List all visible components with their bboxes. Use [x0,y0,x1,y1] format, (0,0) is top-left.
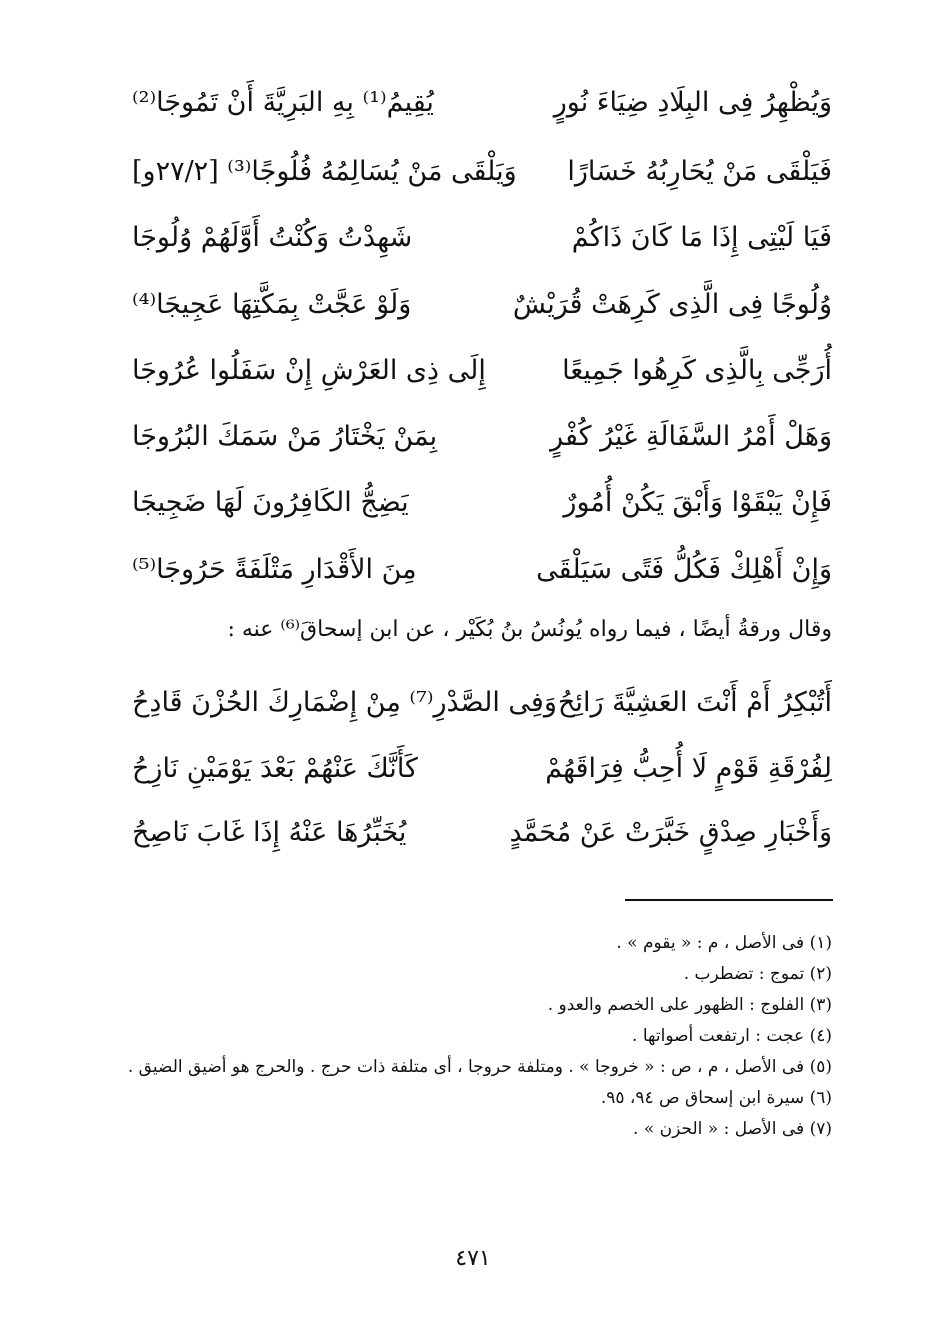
verse-second-hemistich: مِنَ الأَقْدَارِ مَتْلَفَةً حَرُوجَا⁽⁵⁾ [132,554,417,585]
verse-first-hemistich: وَيُظْهِرُ فِى البِلَادِ ضِيَاءَ نُورٍ [553,87,832,118]
footnote: (٦) سيرة ابن إسحاق ص ٩٤، ٩٥. [600,1088,832,1108]
footnote: (١) فى الأصل ، م : « يقوم » . [616,933,832,953]
verse-second-hemistich: يُقِيمُ⁽¹⁾ بِهِ البَرِيَّةَ أَنْ تَمُوجَا⁽²⁾ [132,87,434,118]
verse-first-hemistich: أُرَجِّى بِالَّذِى كَرِهُوا جَمِيعًا [562,355,832,386]
verse [132,744,832,794]
verse-first-hemistich: فَيَا لَيْتِى إِذَا مَا كَانَ ذَاكُمْ [571,222,832,253]
verse-second-hemistich: وَيَلْقَى مَنْ يُسَالِمُهُ فُلُوجًا⁽³⁾ [٢٧/٢و] [132,156,517,187]
verse-first-hemistich: وَأَخْبَارِ صِدْقٍ خَبَّرَتْ عَنْ مُحَمَّدٍ [509,817,832,848]
verse-first-hemistich: وَإِنْ أَهْلِكْ فَكُلُّ فَتًى سَيَلْقَى [536,554,832,585]
verse [132,545,832,595]
verse-second-hemistich: بِمَنْ يَخْتَارُ مَنْ سَمَكَ البُرُوجَا [132,421,438,452]
verse [132,147,832,197]
verse [132,478,832,528]
verse [132,412,832,462]
footnote: (٢) تموج : تضطرب . [683,964,832,984]
verse [132,213,832,263]
verse-second-hemistich: وَلَوْ عَجَّتْ بِمَكَّتِهَا عَجِيجَا⁽⁴⁾ [132,289,412,320]
verse-second-hemistich: كَأَنَّكَ عَنْهُمْ بَعْدَ يَوْمَيْنِ نَازِحُ [132,753,418,784]
footnote-separator [625,899,833,901]
footnote: (٣) الفلوج : الظهور على الخصم والعدو . [547,995,832,1015]
verse-second-hemistich: إِلَى ذِى العَرْشِ إِنْ سَفَلُوا عُرُوجَا [132,355,486,386]
verse-first-hemistich: فَإِنْ يَبْقَوْا وَأَبْقَ يَكُنْ أُمُورٌ [563,487,832,518]
verse-first-hemistich: وُلُوجًا فِى الَّذِى كَرِهَتْ قُرَيْشٌ [512,289,832,320]
verse [132,78,832,128]
verse-second-hemistich: يُخَبِّرُهَا عَنْهُ إِذَا غَابَ نَاصِحُ [132,817,407,848]
verse [132,678,832,728]
prose-intro: وقال ورقةُ أيضًا ، فيما رواه يُونُسُ بنُ بُكَيْر ، عن ابن إسحاقَ⁽⁶⁾ عنه : [227,617,832,642]
footnote: (٧) فى الأصل : « الحزن » . [633,1119,832,1139]
verse-first-hemistich: أَتُبْكِرُ أَمْ أَنْتَ العَشِيَّةَ رَائِحُ [558,687,832,718]
verse-second-hemistich: شَهِدْتُ وَكُنْتُ أَوَّلَهُمْ وُلُوجَا [132,222,413,253]
page-number: ٤٧١ [455,1246,491,1271]
verse-first-hemistich: فَيَلْقَى مَنْ يُحَارِبُهُ خَسَارًا [567,156,832,187]
verse-first-hemistich: وَهَلْ أَمْرُ السَّفَالَةِ غَيْرُ كُفْرٍ [550,421,832,452]
verse-first-hemistich: لِفُرْقَةِ قَوْمٍ لَا أُحِبُّ فِرَاقَهُمْ [545,753,832,784]
verse-second-hemistich: يَضِجُّ الكَافِرُونَ لَهَا ضَجِيجَا [132,487,409,518]
footnote: (٤) عجت : ارتفعت أصواتها . [632,1026,832,1046]
verse [132,808,832,858]
verse [132,280,832,330]
verse-second-hemistich: وَفِى الصَّدْرِ⁽⁷⁾ مِنْ إِضْمَارِكَ الحُزْنَ قَادِحُ [132,687,557,718]
footnotes [112,928,832,1145]
verse [132,346,832,396]
footnote: (٥) فى الأصل ، م ، ص : « خروجا » . ومتلفة حروجا ، أى متلفة ذات حرج . والحرج هو أضيق الضيق . [127,1057,832,1077]
